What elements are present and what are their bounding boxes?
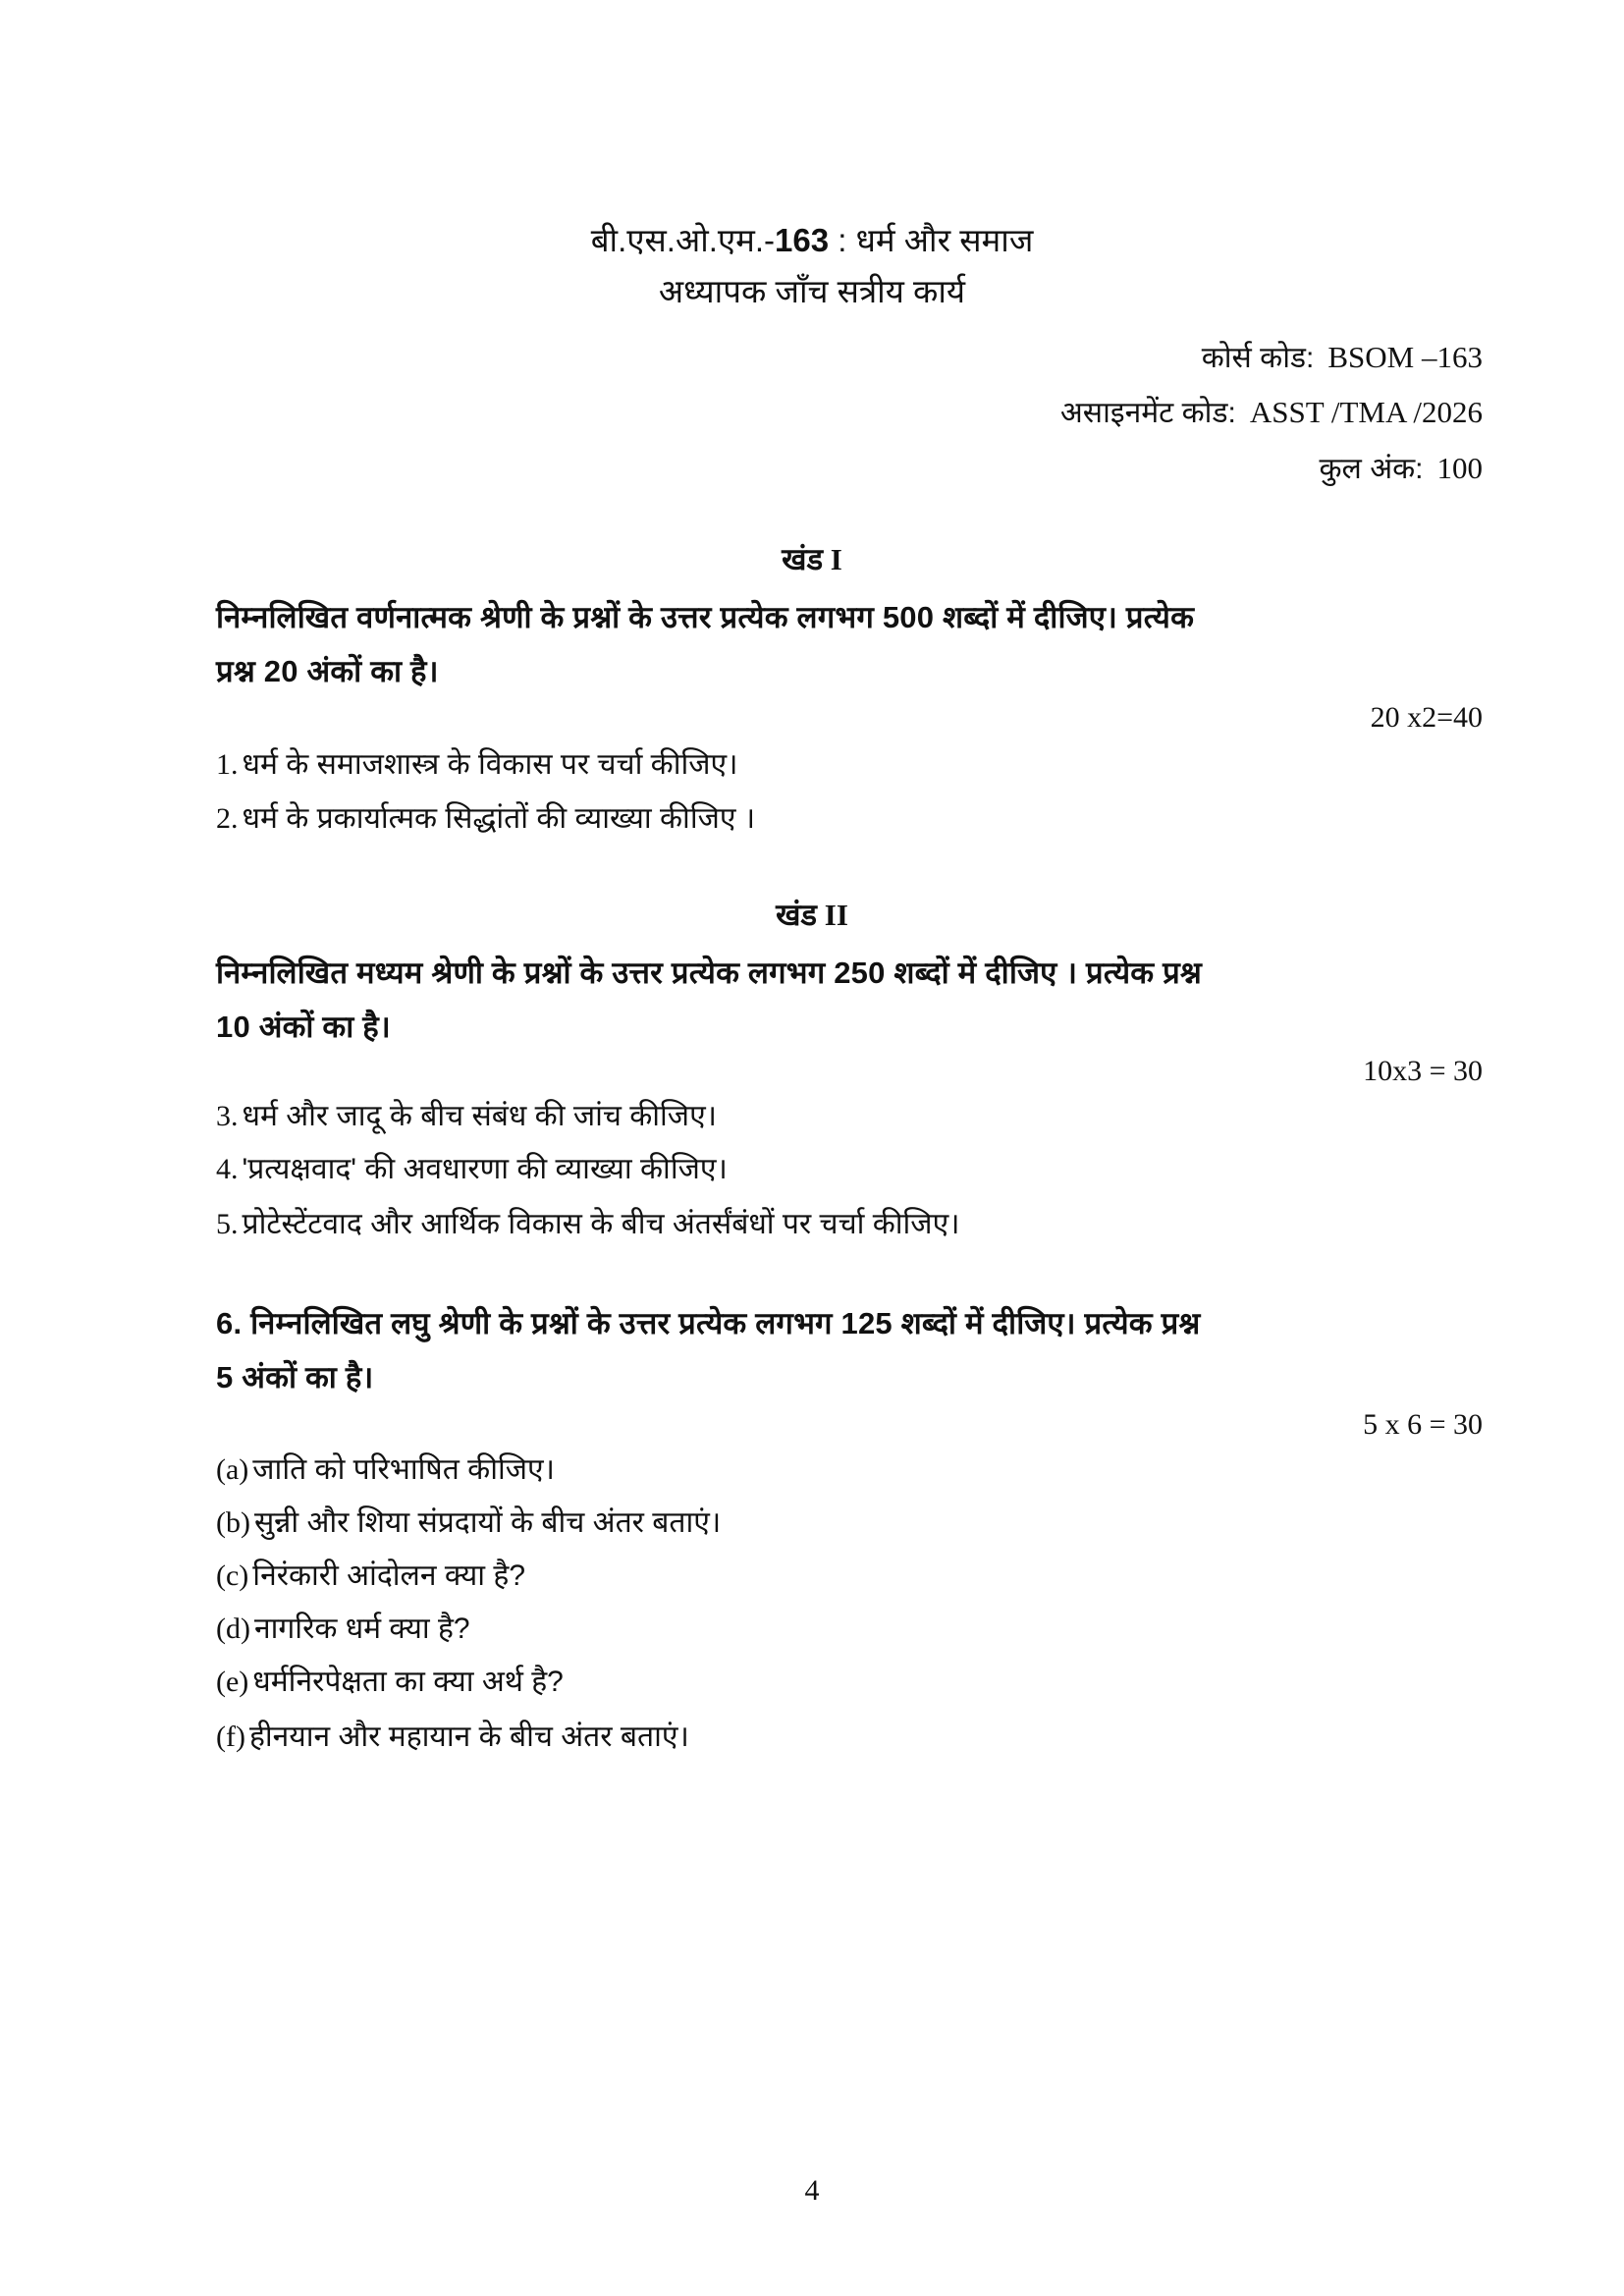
question-6d [216, 1614, 470, 1644]
question-5 [216, 1210, 960, 1239]
section-2-instruction-line2: 10 अंकों का है। [216, 1010, 391, 1044]
question-6a [216, 1455, 555, 1485]
question-6c [216, 1561, 525, 1591]
question-text: 'प्रत्यक्षवाद' की अवधारणा की व्याख्या कीजिए। [242, 1153, 728, 1185]
question-number: (a) [216, 1453, 249, 1486]
question-number: (b) [216, 1506, 250, 1539]
question-6-instruction-line1: 6. निम्नलिखित लघु श्रेणी के प्रश्नों के उत्तर प्रत्येक लगभग 125 शब्दों में दीजिए। प्रत्येक प्रश्न [216, 1306, 1201, 1340]
course-code-value: BSOM –163 [1327, 340, 1483, 374]
question-number: (e) [216, 1666, 249, 1698]
total-marks-label: कुल अंक: [1319, 453, 1424, 485]
title-prefix: बी.एस.ओ.एम.- [590, 222, 776, 258]
question-2 [216, 804, 755, 834]
assignment-code-value: ASST /TMA /2026 [1249, 395, 1483, 429]
question-text: प्रोटेस्टेंटवाद और आर्थिक विकास के बीच अंतर्संबंधों पर चर्चा कीजिए। [242, 1208, 960, 1240]
question-6f [216, 1722, 689, 1752]
title-course-number: 163 [775, 222, 830, 258]
section-2-heading: खंड II [776, 898, 848, 932]
assignment-code-label: असाइनमेंट कोड: [1059, 397, 1236, 429]
question-text: धर्म के प्रकार्यात्मक सिद्धांतों की व्याख्या कीजिए । [242, 802, 756, 835]
course-code-row [1202, 342, 1483, 373]
question-text: सुन्नी और शिया संप्रदायों के बीच अंतर बताएं। [253, 1506, 722, 1539]
question-text: निरंकारी आंदोलन क्या है? [252, 1559, 526, 1592]
question-1 [216, 750, 737, 780]
question-6-instruction-line2: 5 अंकों का है। [216, 1360, 374, 1394]
document-title [0, 224, 1624, 256]
question-3 [216, 1102, 717, 1131]
title-subject: : धर्म और समाज [829, 222, 1034, 258]
section-1-instruction-line2: प्रश्न 20 अंकों का है। [216, 654, 439, 688]
question-4 [216, 1155, 728, 1184]
question-text: धर्म के समाजशास्त्र के विकास पर चर्चा कीजिए। [242, 748, 738, 781]
course-code-label: कोर्स कोड: [1201, 342, 1315, 374]
section-1-marks: 20 x2=40 [1370, 701, 1483, 734]
question-6-marks: 5 x 6 = 30 [1363, 1408, 1483, 1441]
section-1-heading: खंड I [782, 542, 842, 576]
section-2-marks: 10x3 = 30 [1363, 1055, 1483, 1087]
section-1-instruction-line1: निम्नलिखित वर्णनात्मक श्रेणी के प्रश्नों के उत्तर प्रत्येक लगभग 500 शब्दों में दीजिए। प्रत्येक [216, 600, 1195, 634]
question-text: जाति को परिभाषित कीजिए। [252, 1453, 555, 1486]
question-number: 5. [216, 1208, 239, 1240]
question-number: 1. [216, 748, 239, 781]
question-text: हीनयान और महायान के बीच अंतर बताएं। [248, 1721, 689, 1753]
question-number: (f) [216, 1721, 245, 1753]
total-marks-value: 100 [1436, 451, 1483, 485]
question-number: 3. [216, 1100, 239, 1132]
page-number: 4 [804, 2174, 820, 2207]
question-text: नागरिक धर्म क्या है? [253, 1613, 470, 1645]
question-number: 4. [216, 1153, 239, 1185]
section-2-instruction-line1: निम्नलिखित मध्यम श्रेणी के प्रश्नों के उत्तर प्रत्येक लगभग 250 शब्दों में दीजिए । प्रत्येक प्रश्न [216, 956, 1203, 990]
document-subtitle: अध्यापक जाँच सत्रीय कार्य [658, 273, 966, 309]
question-number: (c) [216, 1559, 249, 1592]
question-6e [216, 1667, 564, 1697]
question-6b [216, 1508, 721, 1538]
question-number: 2. [216, 802, 239, 835]
assignment-code-row [1060, 397, 1483, 428]
question-text: धर्मनिरपेक्षता का क्या अर्थ है? [252, 1666, 564, 1698]
question-number: (d) [216, 1613, 250, 1645]
question-text: धर्म और जादू के बीच संबंध की जांच कीजिए। [242, 1100, 718, 1132]
total-marks-row [1319, 453, 1483, 484]
